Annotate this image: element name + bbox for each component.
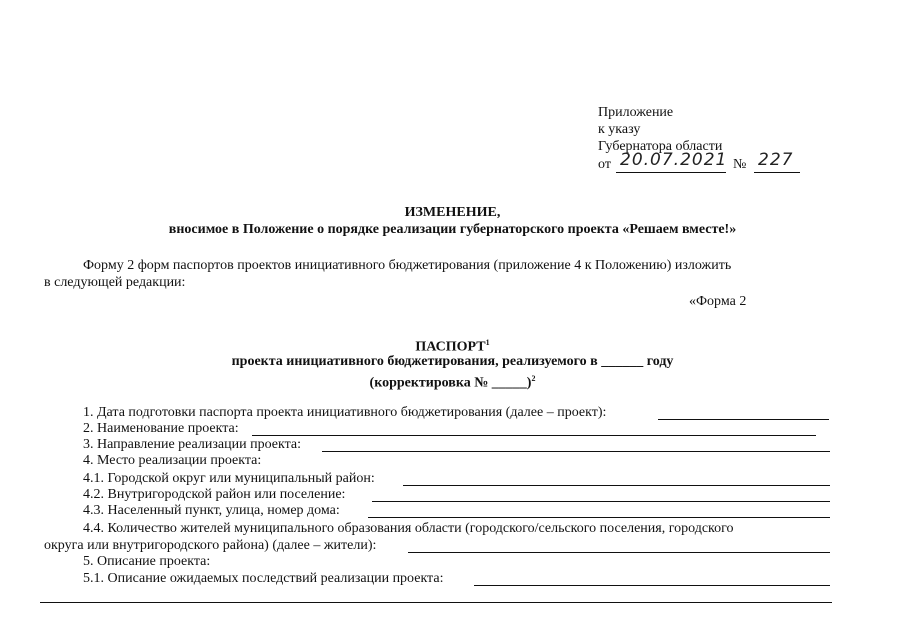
year-word: году [646, 354, 674, 369]
item-5-1: 5.1. Описание ожидаемых последствий реализации проекта: [83, 571, 444, 586]
item-4-3-fill-line [368, 517, 830, 518]
item-4-4-fill-line [408, 552, 830, 553]
passport-subtitle-text: проекта инициативного бюджетирования, реализуемого в [231, 354, 598, 369]
appendix-date-prefix: от [598, 157, 611, 172]
item-3: 3. Направление реализации проекта: [83, 437, 301, 452]
item-4-1: 4.1. Городской округ или муниципальный район: [83, 471, 375, 486]
passport-title-text: ПАСПОРТ [415, 339, 486, 355]
correction-text: (корректировка № [369, 375, 489, 391]
item-5-1-extra-line [40, 602, 832, 603]
date-underline [616, 172, 726, 173]
document-subtitle: вносимое в Положение о порядке реализации губернаторского проекта «Решаем вместе!» [168, 222, 737, 237]
item-3-fill-line [322, 451, 830, 452]
item-5-1-fill-line [474, 585, 830, 586]
item-4: 4. Место реализации проекта: [83, 453, 262, 468]
item-4-2-fill-line [372, 501, 830, 502]
footnote-1-marker: 1 [485, 338, 490, 347]
form-label: «Форма 2 [689, 294, 747, 309]
item-4-4-cont: округа или внутригородского района) (далее – жители): [44, 538, 377, 553]
intro-line-1: Форму 2 форм паспортов проектов инициативного бюджетирования (приложение 4 к Положению) изложить [83, 258, 732, 273]
number-underline [754, 172, 800, 173]
year-blank: ______ [601, 354, 644, 369]
item-4-3: 4.3. Населенный пункт, улица, номер дома: [83, 503, 340, 518]
passport-correction [0, 371, 905, 392]
item-1-fill-line [658, 419, 829, 420]
handwritten-number: 227 [758, 150, 794, 170]
document-title: ИЗМЕНЕНИЕ, [404, 205, 501, 220]
item-1: 1. Дата подготовки паспорта проекта инициативного бюджетирования (далее – проект): [83, 405, 607, 420]
item-5: 5. Описание проекта: [83, 554, 211, 569]
intro-line-2: в следующей редакции: [44, 275, 186, 290]
item-4-2: 4.2. Внутригородской район или поселение: [83, 487, 346, 502]
item-4-1-fill-line [403, 485, 830, 486]
appendix-label: Приложение [598, 105, 674, 120]
item-2-fill-line [252, 435, 816, 436]
correction-close: ) [526, 375, 532, 391]
appendix-decree: к указу [598, 122, 641, 137]
passport-subtitle [0, 354, 905, 370]
footnote-2-marker: 2 [531, 374, 536, 383]
number-sign: № [733, 157, 747, 172]
item-2: 2. Наименование проекта: [83, 421, 239, 436]
appendix-governor: Губернатора области [598, 139, 723, 154]
correction-blank: _____ [491, 375, 527, 391]
item-4-4: 4.4. Количество жителей муниципального образования области (городского/сельского поселения, городского [83, 521, 734, 536]
passport-title [0, 335, 905, 356]
handwritten-date: 20.07.2021 [620, 150, 728, 170]
